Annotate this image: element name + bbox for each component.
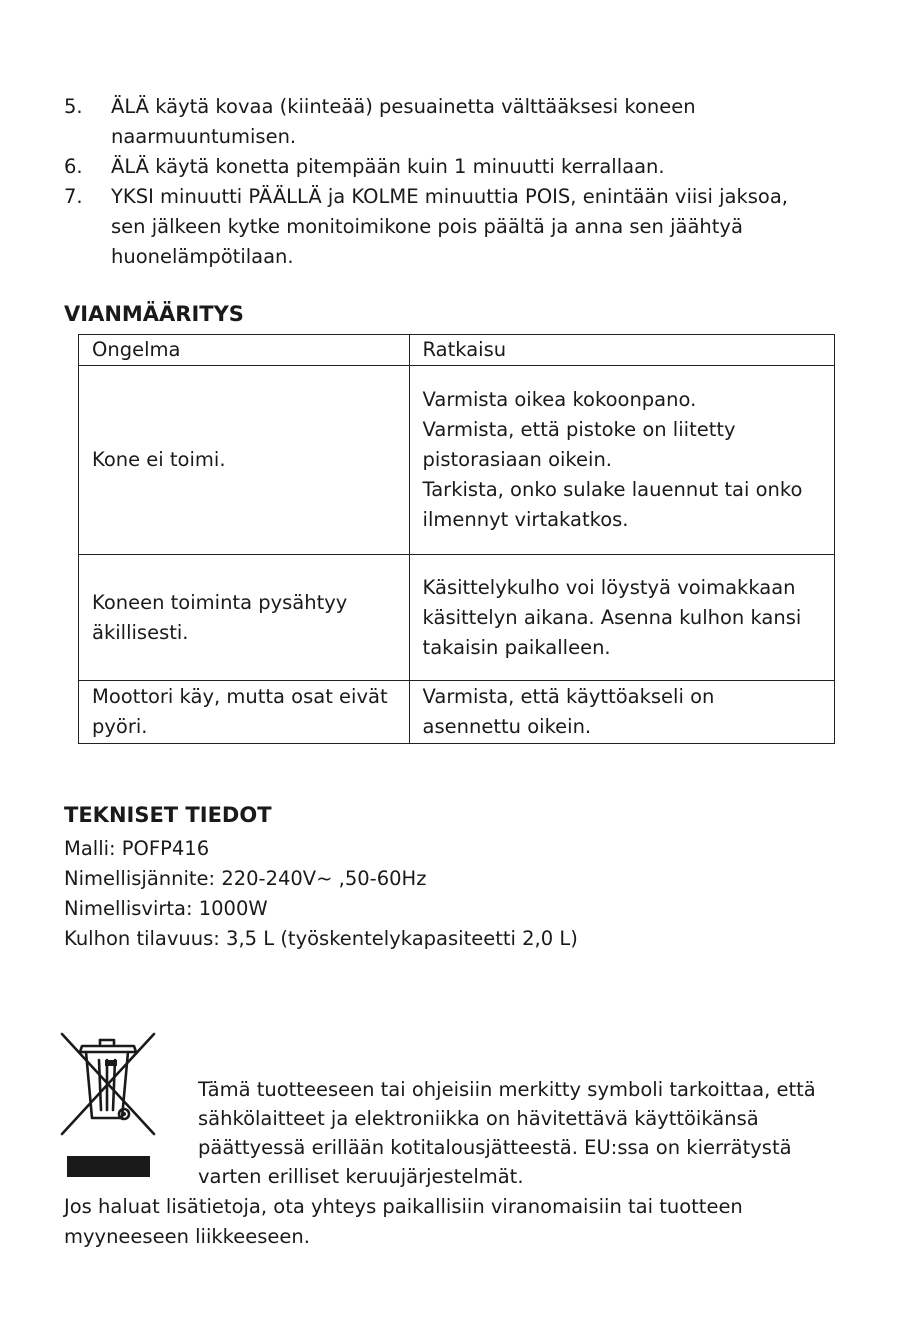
table-header-row xyxy=(79,335,835,366)
problem-column-header: Ongelma xyxy=(79,335,410,366)
instruction-item xyxy=(64,152,864,182)
instruction-line: ÄLÄ käytä kovaa (kiinteää) pesuainetta välttääksesi koneen xyxy=(111,95,696,118)
solution-line: Käsittelykulho voi löystyä voimakkaan xyxy=(422,575,796,599)
instruction-line: naarmuuntumisen. xyxy=(111,125,297,148)
contact-line: myyneeseen liikkeeseen. xyxy=(64,1225,310,1248)
table-row xyxy=(79,366,835,555)
problem-cell xyxy=(79,555,410,681)
spec-power: Nimellisvirta: 1000W xyxy=(64,897,268,920)
solution-column-header: Ratkaisu xyxy=(409,335,834,366)
instruction-number: 6. xyxy=(64,155,83,178)
instruction-item xyxy=(64,92,864,152)
problem-line: pyöri. xyxy=(92,715,148,738)
solution-line: Tarkista, onko sulake lauennut tai onko xyxy=(422,478,803,501)
disposal-line: sähkölaitteet ja elektroniikka on hävitettävä käyttöikänsä xyxy=(198,1107,759,1130)
solution-line: pistorasiaan oikein. xyxy=(422,448,612,471)
solution-line: ilmennyt virtakatkos. xyxy=(422,508,629,531)
spec-capacity: Kulhon tilavuus: 3,5 L (työskentelykapasiteetti 2,0 L) xyxy=(64,927,578,950)
solution-line: Varmista, että käyttöakseli on xyxy=(422,685,715,708)
specs-heading: TEKNISET TIEDOT xyxy=(64,803,272,827)
disposal-line: Tämä tuotteeseen tai ohjeisiin merkitty symboli tarkoittaa, että xyxy=(198,1078,816,1101)
problem-line: Kone ei toimi. xyxy=(92,448,226,471)
solution-cell xyxy=(409,681,834,744)
troubleshooting-table xyxy=(78,334,835,744)
instruction-line: huonelämpötilaan. xyxy=(111,245,294,268)
contact-line: Jos haluat lisätietoja, ota yhteys paikallisiin viranomaisiin tai tuotteen xyxy=(64,1195,743,1218)
problem-cell xyxy=(79,681,410,744)
disposal-line: päättyessä erillään kotitalousjätteestä. EU:ssa on kierrätystä xyxy=(198,1136,792,1159)
instruction-list xyxy=(64,92,864,272)
solution-line: takaisin paikalleen. xyxy=(422,635,611,659)
solution-cell xyxy=(409,555,834,681)
disposal-line: varten erilliset keruujärjestelmät. xyxy=(198,1165,524,1188)
instruction-text xyxy=(111,92,864,152)
spec-voltage: Nimellisjännite: 220-240V~ ,50-60Hz xyxy=(64,867,427,890)
instruction-text xyxy=(111,152,864,182)
instruction-line: YKSI minuutti PÄÄLLÄ ja KOLME minuuttia POIS, enintään viisi jaksoa, xyxy=(111,185,788,208)
problem-line: Koneen toiminta pysähtyy xyxy=(92,590,348,614)
problem-cell xyxy=(79,366,410,555)
specs-list xyxy=(64,834,578,954)
solution-line: Varmista, että pistoke on liitetty xyxy=(422,418,736,441)
solution-cell xyxy=(409,366,834,555)
spec-model: Malli: POFP416 xyxy=(64,837,210,860)
solution-line: käsittelyn aikana. Asenna kulhon kansi xyxy=(422,605,802,629)
table-row xyxy=(79,681,835,744)
problem-line: Moottori käy, mutta osat eivät xyxy=(92,685,388,708)
contact-text xyxy=(64,1192,864,1252)
troubleshooting-heading: VIANMÄÄRITYS xyxy=(64,302,244,326)
instruction-line: ÄLÄ käytä konetta pitempään kuin 1 minuutti kerrallaan. xyxy=(111,155,665,178)
instruction-number: 5. xyxy=(64,95,83,118)
solution-line: asennettu oikein. xyxy=(422,715,592,738)
instruction-item xyxy=(64,182,864,272)
problem-line: äkillisesti. xyxy=(92,620,189,644)
instruction-line: sen jälkeen kytke monitoimikone pois päältä ja anna sen jäähtyä xyxy=(111,215,743,238)
disposal-text xyxy=(198,1075,848,1191)
weee-crossed-bin-icon xyxy=(56,1030,160,1180)
instruction-text xyxy=(111,182,864,272)
solution-line: Varmista oikea kokoonpano. xyxy=(422,388,697,411)
table-row xyxy=(79,555,835,681)
instruction-number: 7. xyxy=(64,185,83,208)
